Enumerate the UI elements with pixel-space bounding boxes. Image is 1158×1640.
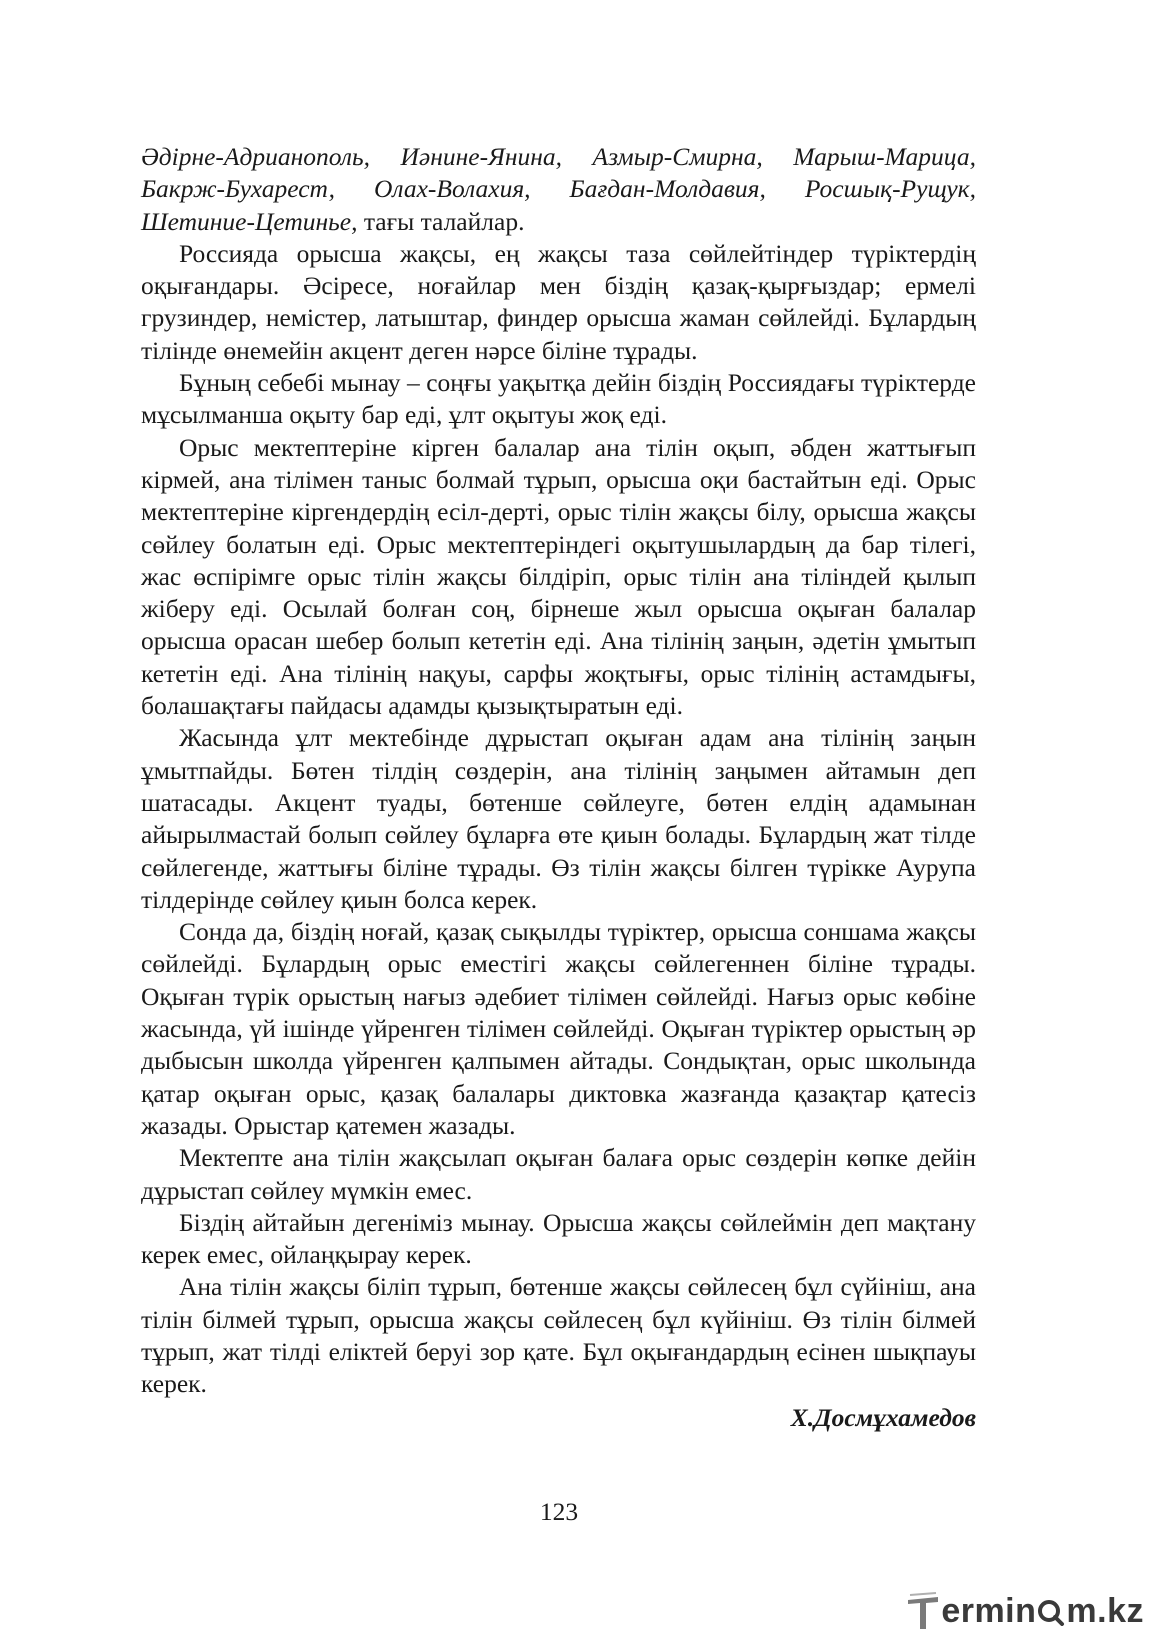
paragraph-1: Россияда орысша жақсы, ең жақсы таза сөйлейтіндер түріктердің оқығандары. Әсіресе, ноғайлар мен біздің қазақ-қырғыздар; ермелі грузиндер, немістер, латыштар, финдер орысша жаман сөйлейді. Бұлардың тілінде өнемейін акцент деген нәрсе біліне тұрады. <box>141 238 976 365</box>
t-letter-logo-icon <box>906 1591 940 1631</box>
paragraph-2: Бұның себебі мынау – соңғы уақытқа дейін біздің Россиядағы түріктерде мұсылманша оқыту бар еді, ұлт оқытуы жоқ еді. <box>141 368 976 430</box>
page-body <box>141 141 976 1434</box>
watermark-text-part1: ermin <box>941 1591 1037 1630</box>
paragraph-6: Мектепте ана тілін жақсылап оқыған балаға орыс сөздерін көпке дейін дұрыстап сөйлеу мүмкін емес. <box>141 1143 976 1205</box>
paragraph-4: Жасында ұлт мектебінде дұрыстап оқыған адам ана тілінің заңын ұмытпайды. Бөтен тілдің сөздерін, ана тілінің заңымен айтамын деп шатасады. Акцент туады, бөтенше сөйлеуге, бөтен елдің адамынан айырылмастай болып сөйлеу бұларға өте қиын болады. Бұлардың жат тілде сөйлегенде, жаттығы біліне тұрады. Өз тілін жақсы білген түрікке Аурупа тілдерінде сөйлеу қиын болса керек. <box>141 723 976 914</box>
watermark-text-part2: m.kz <box>1066 1591 1144 1630</box>
intro-rest: тағы талайлар. <box>357 206 525 236</box>
intro-paragraph <box>141 141 976 238</box>
paragraph-5: Сонда да, біздің ноғай, қазақ сықылды түріктер, орысша соншама жақсы сөйлейді. Бұлардың орыс еместігі жақсы сөйлегеннен біліне тұрады. Оқыған түрік орыстың нағыз әдебиет тілімен сөйлейді. Нағыз орыс көбіне жасында, үй ішінде үйренген тілімен сөйлейді. Оқыған түріктер орыстың әр дыбысын школда үйренген қалпымен айтады. Сондықтан, орыс школында қатар оқыған орыс, қазақ балалары диктовка жазғанда қазақтар қатесіз жазады. Орыстар қатемен жазады. <box>141 917 976 1140</box>
paragraph-3: Орыс мектептеріне кірген балалар ана тілін оқып, әбден жаттығып кірмей, ана тілімен таныс болмай тұрып, орысша оқи бастайтын еді. Орыс мектептеріне кіргендердің есіл-дерті, орыс тілін жақсы білу, орысша жақсы сөйлеу болатын еді. Орыс мектептеріндегі оқытушылардың да бар тілегі, жас өспірімге орыс тілін жақсы білдіріп, орыс тілін ана тіліндей қылып жіберу еді. Осылай болған соң, бірнеше жыл орысша оқыған балалар орысша орасан шебер болып кететін еді. Ана тілінің заңын, әдетін ұмытып кететін еді. Ана тілінің нақуы, сарфы жоқтығы, орыс тілінің астамдығы, болашақтағы пайдасы адамды қызықтыратын еді. <box>141 432 976 721</box>
author-signature: Х.Досмұхамедов <box>790 1402 976 1432</box>
magnifier-o-icon <box>1037 1596 1065 1626</box>
paragraph-7: Біздің айтайын дегеніміз мынау. Орысша жақсы сөйлеймін деп мақтану керек емес, ойлаңқырау керек. <box>141 1207 976 1270</box>
place-names-italic: Әдірне-Адрианополь, Иәнине-Янина, Азмыр-Смирна, Марыш-Марица, Бакрж-Бухарест, Олах-Волахия, Бағдан-Молдавия, Росшық-Рущук, Шетиние-Цетинье, <box>141 142 976 236</box>
terminology-watermark <box>906 1591 1144 1631</box>
page-number: 123 <box>539 1497 579 1526</box>
paragraph-8: Ана тілін жақсы біліп тұрып, бөтенше жақсы сөйлесең бұл сүйініш, ана тілін білмей тұрып, орысша жақсы сөйлесең бұл күйініш. Өз тілін білмей тұрып, жат тілді еліктей беруі зор қате. Бұл оқығандардың есінен шықпауы керек. <box>141 1272 976 1399</box>
